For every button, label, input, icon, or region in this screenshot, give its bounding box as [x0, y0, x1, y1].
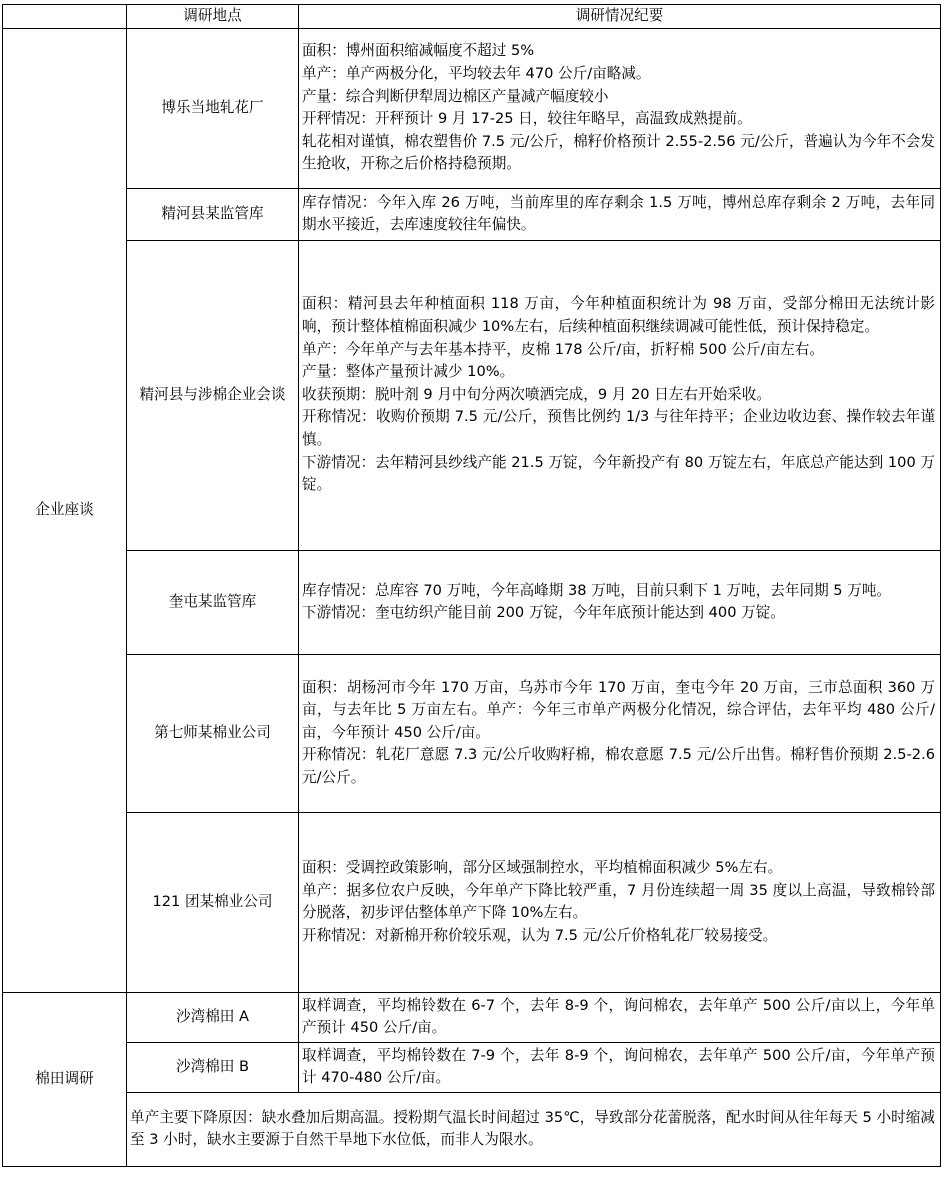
summary-paragraph: 取样调查，平均棉铃数在 7-9 个，去年 8-9 个，询问棉农，去年单产 500 公斤/亩，今年单产预计 470-480 公斤/亩。	[302, 1046, 935, 1087]
summary-paragraph: 开称情况：收购价预期 7.5 元/公斤，预售比例约 1/3 与往年持平；企业边收边套、操作较去年谨慎。	[302, 408, 935, 448]
header-location: 调研地点	[127, 5, 299, 29]
summary-paragraph: 库存情况：今年入库 26 万吨，当前库里的库存剩余 1.5 万吨，博州总库存剩余 2 万吨，去年同期水平接近，去库速度较往年偏快。	[302, 193, 935, 234]
location-cell: 博乐当地轧花厂	[127, 28, 299, 188]
table-row	[3, 654, 941, 812]
survey-table	[2, 4, 941, 1167]
summary-paragraph: 面积：博州面积缩减幅度不超过 5%	[302, 42, 535, 60]
summary-cell	[299, 654, 941, 812]
summary-cell	[299, 28, 941, 188]
summary-paragraph: 产量：综合判断伊犁周边棉区产量减产幅度较小	[302, 87, 609, 105]
location-cell: 奎屯某监管库	[127, 550, 299, 654]
summary-cell	[299, 188, 941, 240]
header-summary: 调研情况纪要	[299, 5, 941, 29]
table-row	[3, 240, 941, 550]
summary-paragraph: 单产：据多位农户反映，今年单产下降比较严重，7 月份连续超一周 35 度以上高温，导致棉铃部分脱落，初步评估整体单产下降 10%左右。	[302, 881, 935, 922]
summary-paragraph: 面积：精河县去年种植面积 118 万亩，今年种植面积统计为 98 万亩，受部分棉田无法统计影响，预计整体植棉面积减少 10%左右，后续种植面积继续调减可能性低，预计保持稳定。	[302, 295, 935, 336]
summary-cell	[299, 992, 941, 1042]
summary-paragraph: 库存情况：总库容 70 万吨，今年高峰期 38 万吨，目前只剩下 1 万吨，去年同期 5 万吨。	[302, 581, 892, 599]
location-cell: 沙湾棉田 A	[127, 992, 299, 1042]
summary-paragraph: 取样调查，平均棉铃数在 6-7 个，去年 8-9 个，询问棉农，去年单产 500 公斤/亩以上，今年单产预计 450 公斤/亩。	[302, 996, 935, 1037]
location-cell: 第七师某棉业公司	[127, 654, 299, 812]
summary-paragraph: 开称情况：对新棉开称价较乐观，认为 7.5 元/公斤价格轧花厂较易接受。	[302, 926, 778, 944]
category-cell: 棉田调研	[3, 992, 127, 1166]
summary-conclusion-cell: 单产主要下降原因：缺水叠加后期高温。授粉期气温长时间超过 35℃，导致部分花蕾脱落，配水时间从往年每天 5 小时缩减至 3 小时，缺水主要源于自然干旱地下水位低，而非人为限水。	[127, 1092, 941, 1166]
table-row	[3, 1092, 941, 1166]
location-cell: 沙湾棉田 B	[127, 1042, 299, 1092]
summary-paragraph: 开称情况：轧花厂意愿 7.3 元/公斤收购籽棉，棉农意愿 7.5 元/公斤出售。棉籽售价预期 2.5-2.6 元/公斤。	[302, 746, 935, 786]
table-header-row	[3, 5, 941, 29]
summary-paragraph: 下游情况：去年精河县纱线产能 21.5 万锭，今年新投产有 80 万锭左右，年底总产能达到 100 万锭。	[302, 453, 935, 494]
summary-paragraph: 下游情况：奎屯纺织产能目前 200 万锭，今年年底预计能达到 400 万锭。	[302, 604, 785, 622]
summary-paragraph: 产量：整体产量预计减少 10%。	[302, 363, 515, 381]
summary-cell	[299, 550, 941, 654]
summary-cell	[299, 812, 941, 992]
location-cell: 精河县某监管库	[127, 188, 299, 240]
summary-cell	[299, 240, 941, 550]
category-cell: 企业座谈	[3, 28, 127, 992]
summary-paragraph: 收获预期：脱叶剂 9 月中旬分两次喷洒完成，9 月 20 日左右开始采收。	[302, 385, 771, 403]
table-row	[3, 28, 941, 188]
summary-paragraph: 面积：受调控政策影响，部分区域强制控水，平均植棉面积减少 5%左右。	[302, 858, 783, 876]
summary-paragraph: 单产：单产两极分化，平均较去年 470 公斤/亩略减。	[302, 64, 651, 82]
summary-paragraph: 单产：今年单产与去年基本持平，皮棉 178 公斤/亩，折籽棉 500 公斤/亩左右。	[302, 340, 824, 358]
summary-paragraph: 开秤情况：开秤预计 9 月 17-25 日，较往年略早，高温致成熟提前。	[302, 110, 752, 128]
header-category	[3, 5, 127, 29]
table-row	[3, 188, 941, 240]
summary-paragraph: 面积：胡杨河市今年 170 万亩，乌苏市今年 170 万亩，奎屯今年 20 万亩，三市总面积 360 万亩，与去年比 5 万亩左右。单产：今年三市单产两极分化情况，综合评估，去年平均 480 公斤/亩，今年预计 450 公斤/亩。	[302, 678, 935, 741]
summary-paragraph: 轧花相对谨慎，棉农塑售价 7.5 元/公斤，棉籽价格预计 2.55-2.56 元/公斤，普遍认为今年不会发生抢收，开称之后价格持稳预期。	[302, 132, 935, 173]
location-cell: 121 团某棉业公司	[127, 812, 299, 992]
table-row	[3, 992, 941, 1042]
summary-cell	[299, 1042, 941, 1092]
table-row	[3, 1042, 941, 1092]
table-row	[3, 812, 941, 992]
location-cell: 精河县与涉棉企业会谈	[127, 240, 299, 550]
table-row	[3, 550, 941, 654]
